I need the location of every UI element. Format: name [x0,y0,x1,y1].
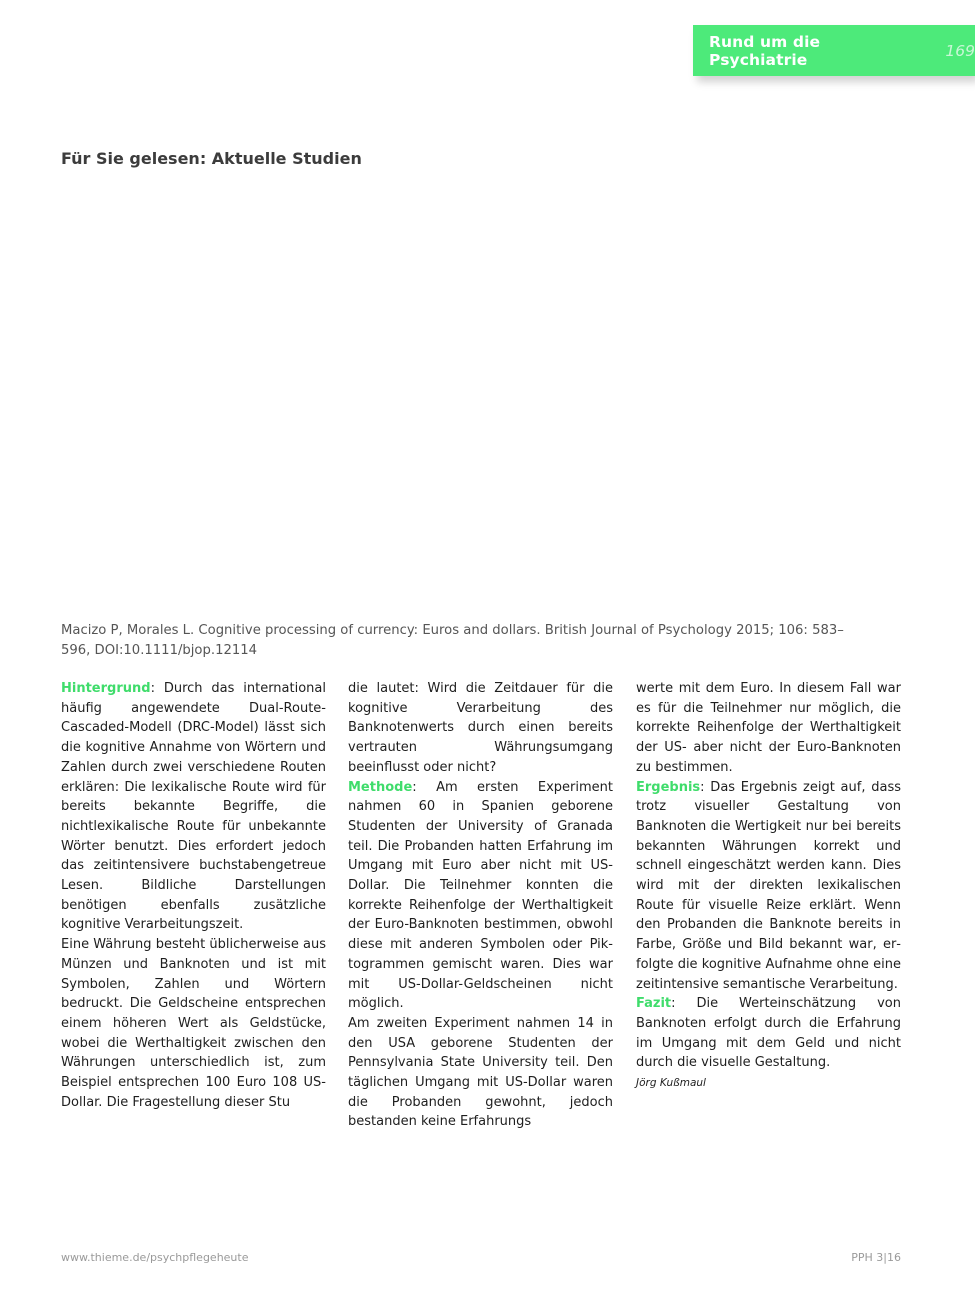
paragraph-experiment-2: Am zweiten Experiment nahmen 14 in den USA geborene Studenten der Pennsylvania State University teil. Den täglichen Umgang mit US-Dollar waren die Probanden gewohnt, jedoch bestanden keine Erfahrungs [348,1015,613,1130]
paragraph-background: Hintergrund: Durch das international häufig angewendete Dual-Route-Cascaded-Modell (DRC-Model) lässt sich die kognitive Annahme von Wörtern und Zahlen durch zwei verschiedene Routen erklären: Die lexikalische Route wird für bereits bekannte Begriffe, die nichtlexikalische Route für unbekannte Wörter benutzt. Dies erfordert jedoch das zeitintensivere buchstabengetreue Lesen. Bildliche Darstellungen benötigen ebenfalls zusätzliche kognitive Verarbeitungszeit. [61,681,326,933]
paragraph-currency-cont: die lautet: Wird die Zeitdauer für die kognitive Verarbeitung des Banknotenwerts durch einen bereits vertrauten Währungsumgang beeinflusst oder nicht? [348,681,613,775]
study-citation: Macizo P, Morales L. Cognitive processing of currency: Euros and dollars. British Journal of Psychology 2015; 106: 583–596, DOI:10.1111/bjop.12114 [61,623,844,658]
paragraph-currency: Eine Währung besteht üblicherweise aus Münzen und Banknoten und ist mit Symbolen, Zahlen und Wörtern bedruckt. Die Geldscheine entsprechen einem höheren Wert als Geldstücke, wobei die Werthaltigkeit zwischen den Währungen unterschiedlich ist, zum Beispiel entsprechen 100 Euro 108 US-Dollar. Die Fragestellung dieser Stu [61,937,326,1110]
label-result: Ergebnis [636,779,701,795]
author-name: Jörg Kußmaul [636,1077,706,1090]
page-heading: Für Sie gelesen: Aktuelle Studien [61,149,362,168]
text-column-2 [348,679,613,1132]
label-conclusion: Fazit [636,996,672,1012]
section-title: Rund um die Psychiatrie [709,32,821,69]
text-column-1 [61,679,326,1112]
footer-url[interactable]: www.thieme.de/psychpflegeheute [61,1251,249,1264]
paragraph-result: Ergebnis: Das Ergebnis zeigt auf, dass trotz visueller Gestaltung von Banknoten die Wertigkeit nur bei bereits bekannten Währungen korrekt und schnell eingeschätzt werden kann. Dies wird mit der direkten lexikalischen Route für visuelle Reize erklärt. Wenn den Probanden die Banknote bereits in Farbe, Größe und Bild bekannt war, erfolgte die kognitive Aufnahme ohne eine zeitintensive semantische Verarbeitung. [636,779,901,992]
paragraph-method: Methode: Am ersten Experiment nahmen 60 in Spanien geborene Studenten der University of Granada teil. Die Probanden hatten Erfahrung im Umgang mit Euro aber nicht mit US-Dollar. Die Teilnehmer konnten die korrekte Reihenfolge der Werthaltigkeit der Euro-Banknoten bestimmen, obwohl diese mit anderen Symbolen oder Piktogrammen gemischt waren. Dies war mit US-Dollar-Geldscheinen nicht möglich. [348,779,613,1012]
label-method: Methode [348,779,413,795]
section-header-tab [693,25,975,76]
footer-issue: PPH 3|16 [851,1251,901,1264]
label-background: Hintergrund [61,681,151,696]
paragraph-experiment-2-cont: werte mit dem Euro. In diesem Fall war es für die Teilnehmer nur möglich, die korrekte Reihenfolge der Werthaltigkeit der US- aber nicht der Euro-Banknoten zu bestimmen. [636,681,901,775]
paragraph-conclusion: Fazit: Die Werteinschätzung von Banknoten erfolgt durch die Erfahrung im Umgang mit dem Geld und nicht durch die visuelle Gestaltung. [636,996,901,1071]
page-number: 169 [945,41,975,60]
text-column-3 [636,679,901,1091]
